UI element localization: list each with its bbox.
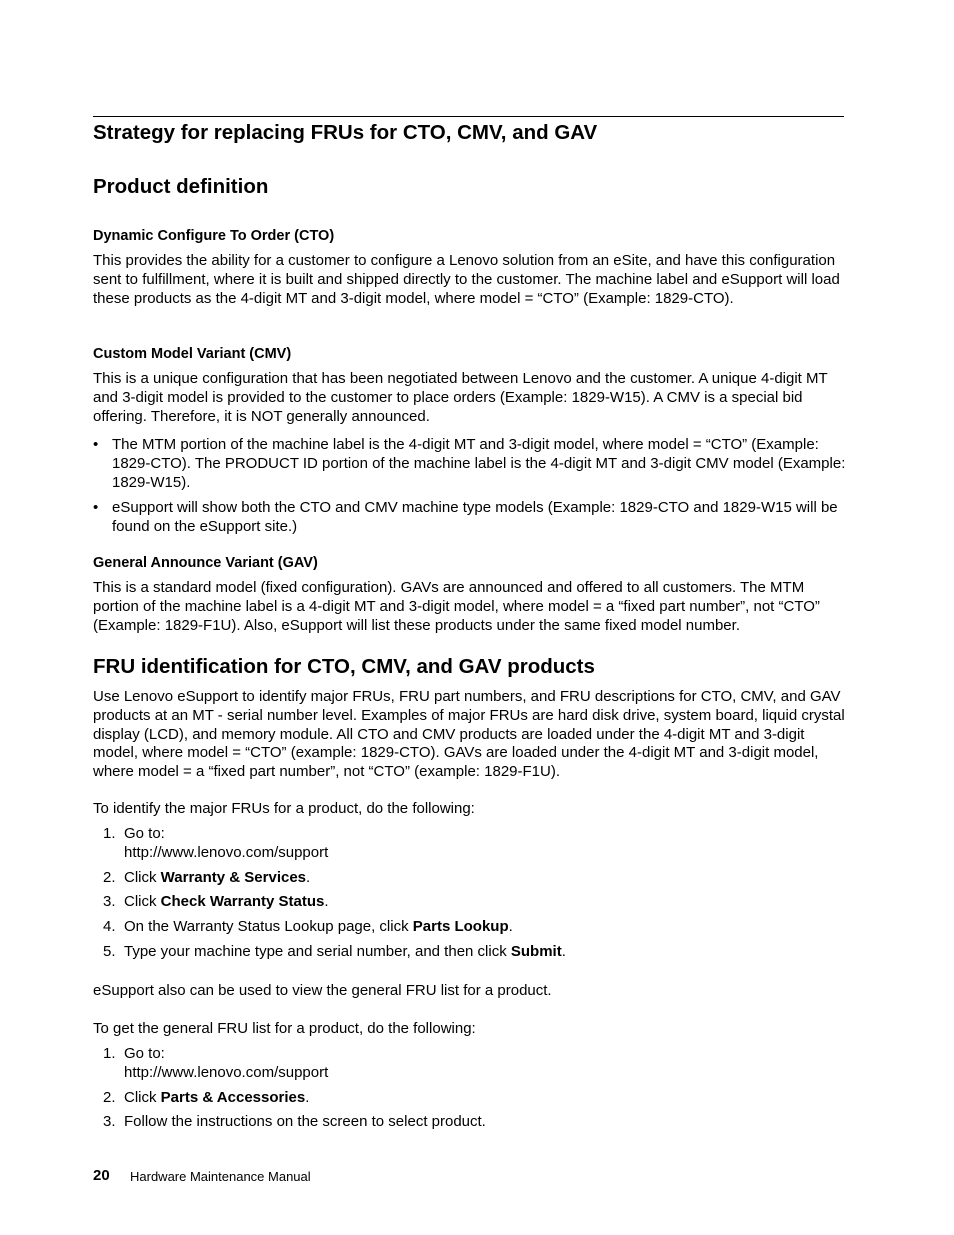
list-item: 2. Click Parts & Accessories. <box>103 1088 310 1106</box>
cmv-bullet-list <box>93 436 849 537</box>
support-url[interactable]: http://www.lenovo.com/support <box>124 843 329 861</box>
major-fru-lead: To identify the major FRUs for a product, do the following: <box>93 800 475 817</box>
cto-heading: Dynamic Configure To Order (CTO) <box>93 228 335 244</box>
cto-paragraph: This provides the ability for a customer to configure a Lenovo solution from an eSite, and have this configuration sent to fulfillment, where it is built and shipped directly to the customer. The machine label and eSupport will load these products as the 4-digit MT and 3-digit model, where model = “CTO” (Example: 1829-CTO). <box>93 252 840 307</box>
list-item: 3. Follow the instructions on the screen to select product. <box>103 1113 486 1131</box>
list-item: • eSupport will show both the CTO and CMV machine type models (Example: 1829-CTO and 1829-W15 will be found on the eSupport site.) <box>93 499 838 536</box>
fru-identification-heading: FRU identification for CTO, CMV, and GAV products <box>93 655 595 678</box>
section-top-rule <box>93 116 844 117</box>
support-url[interactable]: http://www.lenovo.com/support <box>124 1063 329 1081</box>
list-item: • The MTM portion of the machine label is the 4-digit MT and 3-digit model, where model = “CTO” (Example: 1829-CTO). The PRODUCT ID portion of the machine label is the 4-digit MT and 3-digit CMV model (Example: 1829-W15). <box>93 436 846 491</box>
list-item: 5. Type your machine type and serial number, and then click Submit. <box>103 942 566 960</box>
cmv-heading: Custom Model Variant (CMV) <box>93 346 292 362</box>
general-fru-lead: To get the general FRU list for a product, do the following: <box>93 1020 476 1037</box>
section-title: Strategy for replacing FRUs for CTO, CMV, and GAV <box>93 121 598 144</box>
general-fru-steps <box>93 1045 833 1132</box>
list-item: 1. Go to: http://www.lenovo.com/support <box>103 1045 329 1081</box>
manual-title: Hardware Maintenance Manual <box>130 1169 311 1184</box>
major-fru-steps <box>93 825 833 962</box>
list-item: 1. Go to: http://www.lenovo.com/support <box>103 825 329 861</box>
list-item: 4. On the Warranty Status Lookup page, click Parts Lookup. <box>103 918 513 936</box>
product-definition-heading: Product definition <box>93 175 269 198</box>
fru-intro-paragraph: Use Lenovo eSupport to identify major FRUs, FRU part numbers, and FRU descriptions for CTO, CMV, and GAV products at an MT - serial number level. Examples of major FRUs are hard disk drive, system board, liquid crystal display (LCD), and memory module. All CTO and CMV products are loaded under the 4-digit MT and 3-digit model, where model = “CTO” (example: 1829-CTO). GAVs are loaded under the 4-digit MT and 3-digit model, where model = a “fixed part number”, not “CTO” (example: 1829-F1U). <box>93 688 845 781</box>
list-item: 3. Click Check Warranty Status. <box>103 893 329 911</box>
cmv-paragraph: This is a unique configuration that has been negotiated between Lenovo and the customer. A unique 4-digit MT and 3-digit model is provided to the customer to place orders (Example: 1829-W15). A CMV is a special bid offering. Therefore, it is NOT generally announced. <box>93 370 828 425</box>
list-item: 2. Click Warranty & Services. <box>103 868 311 886</box>
page-number: 20 <box>93 1167 110 1184</box>
gav-paragraph: This is a standard model (fixed configuration). GAVs are announced and offered to all customers. The MTM portion of the machine label is a 4-digit MT and 3-digit model, where model = a “fixed part number”, not “CTO” (Example: 1829-F1U). Also, eSupport will list these products under the same fixed model number. <box>93 579 820 634</box>
gav-heading: General Announce Variant (GAV) <box>93 555 318 571</box>
general-fru-note: eSupport also can be used to view the general FRU list for a product. <box>93 982 552 999</box>
